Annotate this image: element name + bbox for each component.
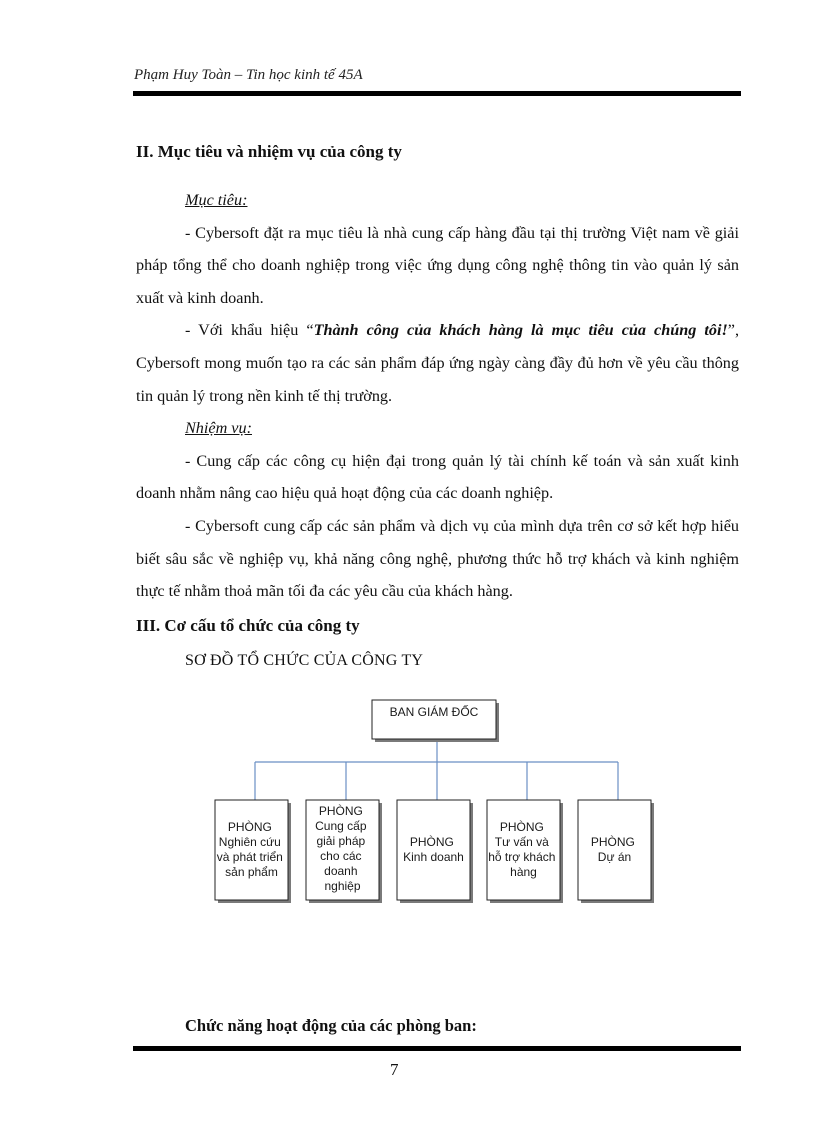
org-dept-box-3 [397, 800, 473, 903]
org-chart-title: SƠ ĐỒ TỔ CHỨC CỦA CÔNG TY [185, 652, 424, 669]
goal-paragraph-1: - Cybersoft đặt ra mục tiêu là nhà cung cấp hàng đầu tại thị trường Việt nam về giải pháp tổng thể cho doanh nghiệp trong việc ứng dụng công nghệ thông tin vào quản lý sản xuất và kinh doanh. [136, 223, 739, 307]
org-dept-label-1: PHÒNG Nghiên cứu và phát triển sản phẩm [216, 820, 283, 879]
departments-function-heading: Chức năng hoạt động của các phòng ban: [185, 1016, 477, 1035]
task-paragraph-1: - Cung cấp các công cụ hiện đại trong quản lý tài chính kế toán và sản xuất kinh doanh nhằm nâng cao hiệu quả hoạt động của các doanh nghiệp. [136, 451, 739, 503]
section-heading-3: III. Cơ cấu tổ chức của công ty [136, 616, 360, 635]
org-dept-label-3: PHÒNG Kinh doanh [403, 835, 464, 864]
org-dept-box-2 [306, 800, 382, 903]
org-dept-box-1 [215, 800, 291, 903]
slogan: Thành công của khách hàng là mục tiêu của chúng tôi! [313, 321, 728, 340]
task-label: Nhiệm vụ: [185, 419, 252, 438]
goal-p2-suffix: ”, Cybersoft mong muốn tạo ra các sản phẩm đáp ứng ngày càng đầy đủ hơn về yêu cầu thông tin quản lý trong nền kinh tế thị trường. [136, 321, 739, 405]
task-paragraph-2: - Cybersoft cung cấp các sản phẩm và dịch vụ của mình dựa trên cơ sở kết hợp hiểu biết sâu sắc về nghiệp vụ, khả năng công nghệ, phương thức hỗ trợ khách và kinh nghiệm thực tế nhằm thoả mãn tối đa các yêu cầu của khách hàng. [136, 516, 739, 601]
org-root-box [372, 700, 499, 742]
goal-p2-prefix: - Với khẩu hiệu “ [185, 321, 314, 340]
goal-label: Mục tiêu: [185, 191, 248, 209]
org-dept-box-4 [487, 800, 563, 903]
section-heading-2: II. Mục tiêu và nhiệm vụ của công ty [136, 142, 402, 161]
footer-rule [133, 1046, 741, 1051]
org-dept-label-5: PHÒNG Dự án [590, 835, 635, 864]
page-number: 7 [390, 1060, 399, 1079]
org-root-label: BAN GIÁM ĐỐC [389, 705, 479, 719]
org-dept-box-5 [578, 800, 654, 903]
org-connectors [255, 742, 618, 800]
running-header: Phạm Huy Toàn – Tin học kinh tế 45A [134, 67, 363, 83]
org-dept-label-4: PHÒNG Tư vấn và hỗ trợ khách hàng [488, 820, 556, 879]
org-dept-label-2: PHÒNG Cung cấp giải pháp cho các doanh nghiệp [315, 804, 367, 893]
